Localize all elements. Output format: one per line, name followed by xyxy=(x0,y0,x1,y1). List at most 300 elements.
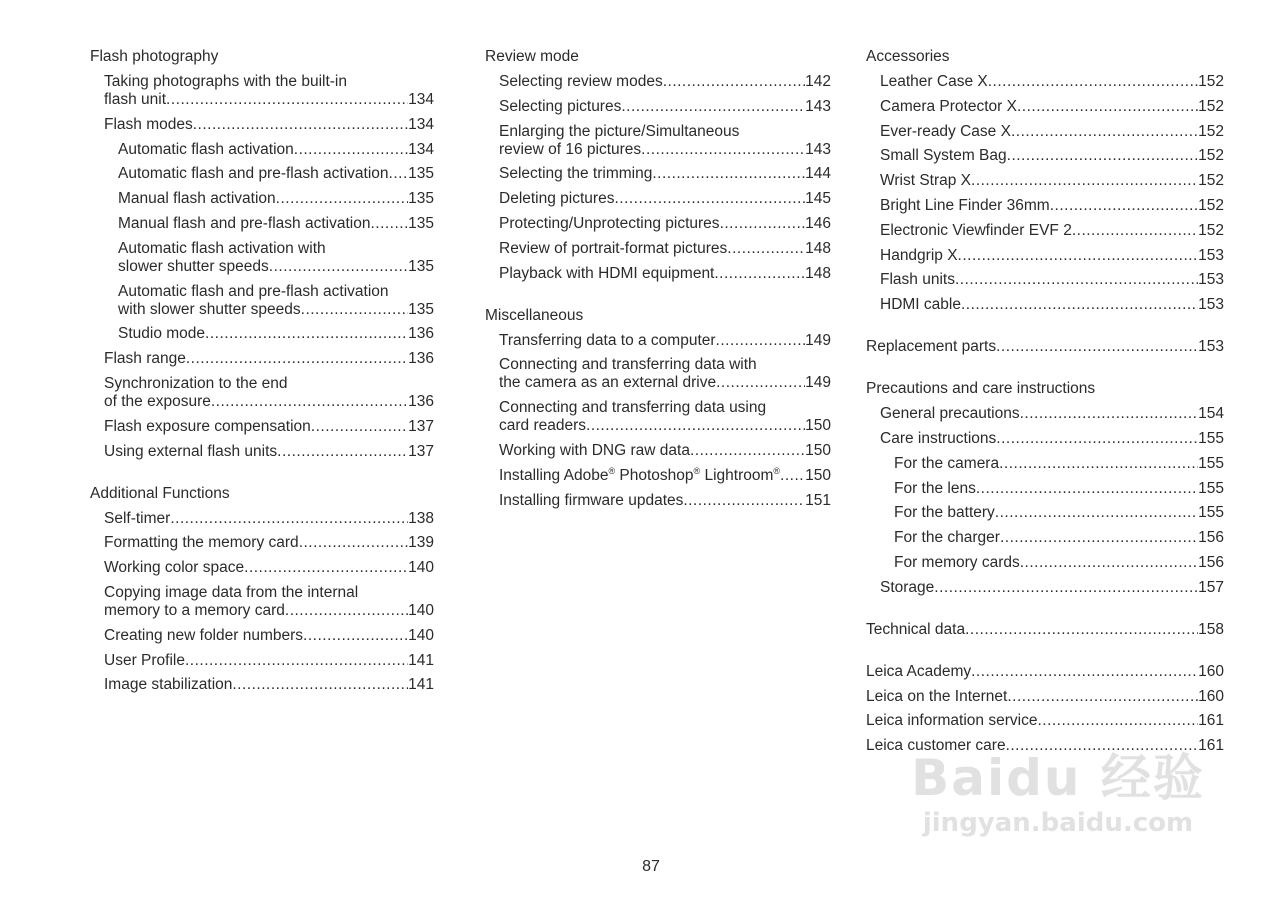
toc-entry[interactable] xyxy=(880,73,1224,91)
toc-entry[interactable] xyxy=(880,172,1224,190)
toc-entry[interactable] xyxy=(104,350,434,368)
entry-title: For the battery xyxy=(894,504,995,522)
page-ref: 152 xyxy=(1198,172,1224,190)
entry-line xyxy=(499,240,831,258)
page-ref: 155 xyxy=(1198,429,1224,447)
toc-entry[interactable] xyxy=(499,356,831,392)
entry-title: slower shutter speeds xyxy=(118,257,269,275)
page-ref: 153 xyxy=(1198,296,1224,314)
toc-entry[interactable] xyxy=(894,529,1224,547)
section-heading: Review mode xyxy=(485,48,579,65)
page-ref: 135 xyxy=(408,165,434,183)
page-ref: 155 xyxy=(1198,504,1224,522)
dot-leader xyxy=(285,602,408,620)
entry-text-line: Copying image data from the internal xyxy=(104,583,359,601)
entry-line xyxy=(104,559,434,577)
toc-entry[interactable] xyxy=(499,98,831,116)
toc-entry[interactable] xyxy=(499,240,831,258)
page-ref: 152 xyxy=(1198,97,1224,115)
toc-entry[interactable] xyxy=(880,271,1224,289)
dot-leader xyxy=(971,172,1198,190)
entry-line xyxy=(880,247,1224,265)
entry-line xyxy=(499,467,831,485)
entry-line xyxy=(880,123,1224,141)
dot-leader xyxy=(211,393,408,411)
entry-line xyxy=(880,147,1224,165)
toc-entry[interactable] xyxy=(866,737,1224,755)
dot-leader xyxy=(1007,688,1198,706)
entry-line xyxy=(104,676,434,694)
entry-line xyxy=(104,602,434,620)
toc-entry[interactable] xyxy=(499,190,831,208)
toc-section xyxy=(866,338,1224,356)
toc-column-2 xyxy=(485,48,831,534)
toc-entry[interactable] xyxy=(894,480,1224,498)
entry-title: Working color space xyxy=(104,559,245,577)
entry-line xyxy=(866,688,1224,706)
entry-title: Automatic flash and pre-flash activation xyxy=(118,165,389,183)
toc-entry[interactable] xyxy=(880,123,1224,141)
entry-line xyxy=(894,455,1224,473)
page-ref: 138 xyxy=(408,509,434,527)
entry-text-line: Automatic flash and pre-flash activation xyxy=(118,282,389,300)
page-ref: 152 xyxy=(1198,147,1224,165)
page-ref: 141 xyxy=(408,676,434,694)
entry-line xyxy=(118,190,434,208)
page-ref: 150 xyxy=(805,417,831,435)
entry-text-line: Enlarging the picture/Simultaneous xyxy=(499,122,740,140)
toc-section xyxy=(866,380,1224,597)
entry-title: Flash exposure compensation xyxy=(104,417,311,435)
toc-entry[interactable] xyxy=(866,663,1224,681)
page-ref: 148 xyxy=(805,239,831,257)
page-ref: 134 xyxy=(408,140,434,158)
entry-title: Manual flash activation xyxy=(118,190,276,208)
dot-leader xyxy=(170,510,408,528)
toc-column-1 xyxy=(90,48,434,718)
toc-entry[interactable] xyxy=(104,559,434,577)
entry-title: Transferring data to a computer xyxy=(499,331,716,349)
page-ref: 146 xyxy=(805,214,831,232)
entry-title: Review of portrait-format pictures xyxy=(499,239,728,257)
entry-text-line: Connecting and transferring data with xyxy=(499,356,757,374)
entry-line xyxy=(866,712,1224,730)
page-ref: 160 xyxy=(1198,687,1224,705)
dot-leader xyxy=(586,417,805,435)
entry-line xyxy=(104,652,434,670)
watermark-url: jingyan.baidu.com xyxy=(922,808,1194,838)
toc-entry[interactable] xyxy=(880,98,1224,116)
toc-entry[interactable] xyxy=(880,296,1224,314)
toc-section xyxy=(90,48,434,461)
dot-leader xyxy=(996,338,1198,356)
page-ref: 155 xyxy=(1198,454,1224,472)
toc-entry[interactable] xyxy=(499,123,831,159)
page-ref: 151 xyxy=(805,491,831,509)
toc-entry[interactable] xyxy=(104,652,434,670)
entry-line xyxy=(866,737,1224,755)
page-ref: 152 xyxy=(1198,221,1224,239)
dot-leader xyxy=(299,534,408,552)
entry-line xyxy=(104,393,434,411)
entry-line xyxy=(866,338,1224,356)
page-ref: 139 xyxy=(408,534,434,552)
entry-line xyxy=(499,492,831,510)
entry-line xyxy=(880,405,1224,423)
entry-title: Studio mode xyxy=(118,325,206,343)
entry-line xyxy=(894,529,1224,547)
entry-line xyxy=(104,91,434,109)
dot-leader xyxy=(1020,554,1198,572)
entry-title: Manual flash and pre-flash activation xyxy=(118,214,371,232)
toc-entry[interactable] xyxy=(894,455,1224,473)
page-number: 87 xyxy=(642,858,660,875)
entry-line xyxy=(499,165,831,183)
entry-title: Image stabilization xyxy=(104,676,233,694)
page-ref: 141 xyxy=(408,651,434,669)
entry-title: Selecting the trimming xyxy=(499,165,653,183)
entry-line xyxy=(499,442,831,460)
entry-line xyxy=(499,265,831,283)
page-ref: 150 xyxy=(805,466,831,484)
page-ref: 149 xyxy=(805,374,831,392)
dot-leader xyxy=(934,579,1198,597)
page-ref: 142 xyxy=(805,73,831,90)
toc-entry[interactable] xyxy=(104,584,434,620)
page-ref: 161 xyxy=(1198,737,1224,755)
page-ref: 137 xyxy=(408,442,434,460)
page-ref: 135 xyxy=(408,190,434,208)
toc-entry[interactable] xyxy=(880,197,1224,215)
dot-leader xyxy=(780,467,805,485)
entry-line xyxy=(104,418,434,436)
entry-title: Leica customer care xyxy=(866,737,1006,755)
section-heading: Accessories xyxy=(866,48,950,65)
page-ref: 150 xyxy=(805,441,831,459)
toc-entry[interactable] xyxy=(880,405,1224,423)
dot-leader xyxy=(232,676,408,694)
entry-line xyxy=(499,141,831,159)
toc-entry[interactable] xyxy=(880,430,1224,448)
entry-line xyxy=(880,430,1224,448)
entry-title: Leica on the Internet xyxy=(866,687,1008,705)
page-ref: 144 xyxy=(805,165,831,183)
page-ref: 145 xyxy=(805,190,831,208)
entry-title: flash unit xyxy=(104,91,167,108)
toc-entry[interactable] xyxy=(894,504,1224,522)
page-ref: 140 xyxy=(408,626,434,644)
entry-line xyxy=(118,141,434,159)
toc-entry[interactable] xyxy=(118,165,434,183)
entry-title: Creating new folder numbers xyxy=(104,626,304,644)
dot-leader xyxy=(614,190,805,208)
entry-title: Technical data xyxy=(866,620,966,638)
toc-entry[interactable] xyxy=(104,510,434,528)
dot-leader xyxy=(1037,712,1198,730)
entry-title: Self-timer xyxy=(104,509,171,527)
entry-line xyxy=(118,258,434,276)
entry-line xyxy=(104,443,434,461)
dot-leader xyxy=(269,258,408,276)
dot-leader xyxy=(961,296,1198,314)
dot-leader xyxy=(999,455,1198,473)
dot-leader xyxy=(690,442,805,460)
entry-line xyxy=(880,98,1224,116)
page-ref: 153 xyxy=(1198,338,1224,356)
toc-entry[interactable] xyxy=(499,492,831,510)
toc-entry[interactable] xyxy=(499,215,831,233)
toc-entry[interactable] xyxy=(499,467,831,485)
section-heading: Additional Functions xyxy=(90,484,230,502)
page-ref: 153 xyxy=(1198,271,1224,289)
toc-entry[interactable] xyxy=(866,688,1224,706)
entry-title: Flash range xyxy=(104,350,186,368)
toc-entry[interactable] xyxy=(499,265,831,283)
toc-entry[interactable] xyxy=(866,712,1224,730)
page-ref: 143 xyxy=(805,140,831,158)
entry-title: with slower shutter speeds xyxy=(118,300,301,318)
toc-entry[interactable] xyxy=(118,283,434,319)
entry-title: HDMI cable xyxy=(880,296,961,314)
entry-text-line: Connecting and transferring data using xyxy=(499,399,767,417)
entry-line xyxy=(104,116,434,134)
toc-entry[interactable] xyxy=(880,579,1224,597)
entry-line xyxy=(104,627,434,645)
dot-leader xyxy=(652,165,805,183)
dot-leader xyxy=(714,265,805,283)
dot-leader xyxy=(727,240,805,258)
dot-leader xyxy=(205,325,408,343)
entry-title: Leather Case X xyxy=(880,73,988,90)
entry-title: Installing firmware updates xyxy=(499,491,684,509)
dot-leader xyxy=(720,215,806,233)
dot-leader xyxy=(1020,405,1199,423)
toc-entry[interactable] xyxy=(118,240,434,276)
entry-line xyxy=(880,73,1224,91)
entry-line xyxy=(866,663,1224,681)
toc-entry[interactable] xyxy=(104,418,434,436)
dot-leader xyxy=(389,165,409,183)
entry-line xyxy=(499,374,831,392)
entry-line xyxy=(499,73,831,91)
entry-line xyxy=(880,222,1224,240)
page-ref: 136 xyxy=(408,350,434,368)
dot-leader xyxy=(1006,737,1199,755)
toc-entry[interactable] xyxy=(104,676,434,694)
entry-line xyxy=(880,579,1224,597)
dot-leader xyxy=(186,350,408,368)
page-ref: 136 xyxy=(408,325,434,343)
entry-title: Leica information service xyxy=(866,712,1038,730)
entry-title: For the lens xyxy=(894,479,976,497)
entry-text-line: Synchronization to the end xyxy=(104,374,288,392)
entry-line xyxy=(880,296,1224,314)
page-ref: 140 xyxy=(408,559,434,577)
entry-title: the camera as an external drive xyxy=(499,374,717,392)
toc-entry[interactable] xyxy=(880,247,1224,265)
entry-title: card readers xyxy=(499,417,587,435)
toc-entry[interactable] xyxy=(880,222,1224,240)
entry-text-line: Automatic flash activation with xyxy=(118,239,326,257)
toc-entry[interactable] xyxy=(499,442,831,460)
entry-title: Small System Bag xyxy=(880,147,1007,165)
entry-title: Selecting review modes xyxy=(499,73,663,90)
entry-title: For the camera xyxy=(894,454,1000,472)
toc-section xyxy=(866,663,1224,755)
toc-entry[interactable] xyxy=(499,165,831,183)
page-ref: 156 xyxy=(1198,529,1224,547)
toc-entry[interactable] xyxy=(104,73,434,109)
section-heading: Flash photography xyxy=(90,48,219,65)
entry-line xyxy=(894,554,1224,572)
entry-title: Bright Line Finder 36mm xyxy=(880,196,1050,214)
dot-leader xyxy=(641,141,805,159)
entry-line xyxy=(104,350,434,368)
dot-leader xyxy=(303,627,408,645)
page-ref: 137 xyxy=(408,417,434,435)
toc-entry[interactable] xyxy=(866,338,1224,356)
entry-title: Deleting pictures xyxy=(499,190,615,208)
entry-line xyxy=(880,172,1224,190)
dot-leader xyxy=(244,559,408,577)
dot-leader xyxy=(716,332,806,350)
page-ref: 156 xyxy=(1198,553,1224,571)
page-ref: 158 xyxy=(1198,620,1224,638)
watermark-logo: Baidu 经验 xyxy=(911,749,1205,807)
entry-line xyxy=(104,510,434,528)
section-heading: Precautions and care instructions xyxy=(866,380,1096,398)
toc-entry[interactable] xyxy=(118,141,434,159)
toc-entry[interactable] xyxy=(104,375,434,411)
entry-title: For the charger xyxy=(894,529,1000,547)
entry-title: Camera Protector X xyxy=(880,97,1017,115)
entry-line xyxy=(118,165,434,183)
page-ref: 143 xyxy=(805,97,831,115)
toc-entry[interactable] xyxy=(104,443,434,461)
entry-title: Handgrip X xyxy=(880,246,958,264)
toc-entry[interactable] xyxy=(104,534,434,552)
toc-entry[interactable] xyxy=(866,621,1224,639)
entry-line xyxy=(499,190,831,208)
dot-leader xyxy=(955,271,1198,289)
toc-section xyxy=(485,307,831,510)
dot-leader xyxy=(1007,147,1198,165)
entry-title: For memory cards xyxy=(894,553,1020,571)
entry-title: review of 16 pictures xyxy=(499,140,642,158)
entry-line xyxy=(894,480,1224,498)
dot-leader xyxy=(716,374,805,392)
dot-leader xyxy=(996,430,1198,448)
page-ref: 152 xyxy=(1198,122,1224,140)
entry-line xyxy=(499,417,831,435)
section-heading: Miscellaneous xyxy=(485,306,584,324)
toc-entry[interactable] xyxy=(894,554,1224,572)
entry-line xyxy=(880,271,1224,289)
dot-leader xyxy=(965,621,1198,639)
page-ref: 155 xyxy=(1198,479,1224,497)
page-ref: 153 xyxy=(1198,246,1224,264)
entry-title: Storage xyxy=(880,578,935,596)
toc-entry[interactable] xyxy=(104,627,434,645)
dot-leader xyxy=(370,215,408,233)
entry-line xyxy=(499,332,831,350)
page-ref: 148 xyxy=(805,264,831,282)
toc-entry[interactable] xyxy=(499,73,831,91)
entry-title: Ever-ready Case X xyxy=(880,122,1011,140)
dot-leader xyxy=(971,663,1198,681)
page-ref: 136 xyxy=(408,392,434,410)
entry-line xyxy=(499,98,831,116)
page-ref: 149 xyxy=(805,331,831,349)
toc-entry[interactable] xyxy=(499,332,831,350)
dot-leader xyxy=(1050,197,1198,215)
toc-entry[interactable] xyxy=(118,325,434,343)
page-ref: 135 xyxy=(408,300,434,318)
toc-section xyxy=(866,48,1224,314)
entry-title: Installing Adobe® Photoshop® Lightroom® xyxy=(499,465,781,484)
entry-title: Playback with HDMI equipment xyxy=(499,264,715,282)
dot-leader xyxy=(294,141,408,159)
page-ref: 135 xyxy=(408,257,434,275)
entry-title: Flash modes xyxy=(104,115,193,133)
entry-line xyxy=(880,197,1224,215)
page-ref: 134 xyxy=(408,91,434,108)
page-ref: 152 xyxy=(1198,73,1224,90)
dot-leader xyxy=(1017,98,1198,116)
entry-text-line: Taking photographs with the built-in xyxy=(104,73,347,90)
page-ref: 161 xyxy=(1198,712,1224,730)
entry-title: Automatic flash activation xyxy=(118,140,294,158)
entry-title: Flash units xyxy=(880,271,955,289)
dot-leader xyxy=(1000,529,1198,547)
entry-line xyxy=(894,504,1224,522)
page-ref: 134 xyxy=(408,115,434,133)
dot-leader xyxy=(683,492,805,510)
dot-leader xyxy=(976,480,1198,498)
dot-leader xyxy=(185,652,408,670)
dot-leader xyxy=(277,443,408,461)
toc-entry[interactable] xyxy=(104,116,434,134)
entry-title: Working with DNG raw data xyxy=(499,441,690,459)
entry-title: Care instructions xyxy=(880,429,997,447)
page-ref: 135 xyxy=(408,214,434,232)
dot-leader xyxy=(621,98,805,116)
dot-leader xyxy=(1011,123,1198,141)
dot-leader xyxy=(995,504,1198,522)
entry-line xyxy=(866,621,1224,639)
entry-title: Protecting/Unprotecting pictures xyxy=(499,214,720,232)
dot-leader xyxy=(193,116,408,134)
toc-section xyxy=(485,48,831,283)
page-ref: 152 xyxy=(1198,196,1224,214)
dot-leader xyxy=(166,91,408,109)
entry-line xyxy=(104,534,434,552)
dot-leader xyxy=(311,418,408,436)
entry-line xyxy=(118,215,434,233)
entry-title: Formatting the memory card xyxy=(104,534,299,552)
toc-section xyxy=(866,621,1224,639)
entry-title: User Profile xyxy=(104,651,185,669)
toc-entry[interactable] xyxy=(118,190,434,208)
entry-line xyxy=(499,215,831,233)
toc-entry[interactable] xyxy=(118,215,434,233)
toc-entry[interactable] xyxy=(499,399,831,435)
toc-entry[interactable] xyxy=(880,147,1224,165)
dot-leader xyxy=(958,247,1199,265)
entry-title: Electronic Viewfinder EVF 2 xyxy=(880,221,1072,239)
dot-leader xyxy=(301,301,408,319)
entry-title: General precautions xyxy=(880,405,1020,423)
